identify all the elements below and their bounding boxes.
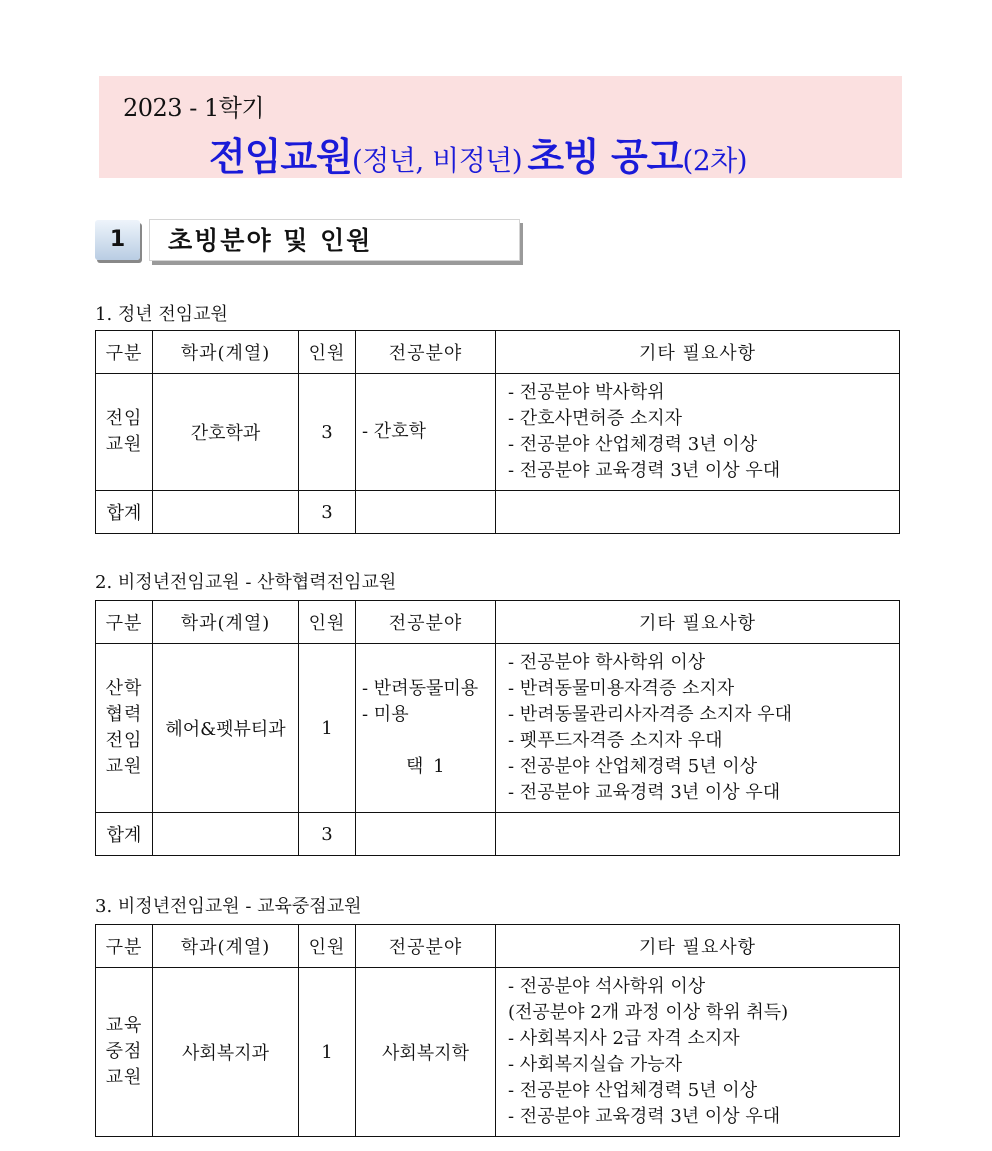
empty-cell [153,813,299,856]
field-line: - 간호학 [362,421,426,442]
requirement-line: - 전공분야 산업체경력 5년 이상 [508,1080,758,1101]
col-category: 구분 [96,601,153,644]
table-row [96,644,900,813]
col-count: 인원 [299,601,356,644]
table-header-row [96,331,900,374]
table-row [96,968,900,1137]
total-value: 3 [299,813,356,856]
table-header-row [96,925,900,968]
category-cell [96,374,153,491]
requirement-line: - 전공분야 석사학위 이상 [508,976,706,997]
table2-heading: 2. 비정년전임교원 - 산학협력전임교원 [95,572,397,593]
col-field: 전공분야 [356,331,496,374]
requirements-cell [496,644,900,813]
category-line: 교육 [105,1015,143,1036]
requirement-line: - 간호사면허증 소지자 [508,408,683,429]
empty-cell [356,813,496,856]
col-field: 전공분야 [356,925,496,968]
category-line: 전임 [105,408,143,429]
department-cell: 헤어&펫뷰티과 [153,644,299,813]
col-field: 전공분야 [356,601,496,644]
category-cell [96,644,153,813]
total-row [96,813,900,856]
category-line: 산학 [105,678,143,699]
category-cell [96,968,153,1137]
empty-cell [496,813,900,856]
col-count: 인원 [299,925,356,968]
requirement-line: - 사회복지사 2급 자격 소지자 [508,1028,740,1049]
col-department: 학과(계열) [153,925,299,968]
category-line: 협력 [105,704,143,725]
table-tenure-faculty [95,330,900,534]
category-line: 교원 [105,756,143,777]
category-line: 전임 [105,730,143,751]
category-line: 교원 [105,434,143,455]
empty-cell [496,491,900,534]
requirement-line: - 전공분야 교육경력 3년 이상 우대 [508,460,781,481]
category-line: 교원 [105,1067,143,1088]
total-label: 합계 [96,813,153,856]
semester-label: 2023 - 1학기 [123,94,265,122]
title-main: 전임교원 [209,135,352,179]
field-line: - 미용 [362,704,409,725]
requirement-line: - 펫푸드자격증 소지자 우대 [508,730,723,751]
empty-cell [153,491,299,534]
col-requirements: 기타 필요사항 [496,925,900,968]
count-cell: 1 [299,968,356,1137]
title-banner [99,76,902,178]
page-title [209,126,747,181]
empty-cell [356,491,496,534]
section-number-badge: 1 [95,220,140,260]
table-industry-faculty [95,600,900,856]
field-cell: 사회복지학 [356,968,496,1137]
table-row [96,374,900,491]
department-cell: 간호학과 [153,374,299,491]
requirement-line: - 전공분야 학사학위 이상 [508,652,706,673]
department-cell: 사회복지과 [153,968,299,1137]
table-header-row [96,601,900,644]
requirement-line: - 전공분야 교육경력 3년 이상 우대 [508,1106,781,1127]
requirement-line: - 전공분야 박사학위 [508,382,665,403]
title-paren: (정년, 비정년) [351,144,523,177]
field-cell [356,644,496,813]
col-department: 학과(계열) [153,331,299,374]
col-category: 구분 [96,925,153,968]
requirement-line: - 전공분야 교육경력 3년 이상 우대 [508,782,781,803]
requirement-line: - 전공분야 산업체경력 3년 이상 [508,434,758,455]
requirement-line: - 전공분야 산업체경력 5년 이상 [508,756,758,777]
col-requirements: 기타 필요사항 [496,331,900,374]
col-category: 구분 [96,331,153,374]
total-row [96,491,900,534]
total-value: 3 [299,491,356,534]
col-requirements: 기타 필요사항 [496,601,900,644]
total-label: 합계 [96,491,153,534]
requirement-line: - 반려동물관리사자격증 소지자 우대 [508,704,793,725]
table1-heading: 1. 정년 전임교원 [95,304,228,325]
title-action: 초빙 공고 [527,135,683,179]
field-cell [356,374,496,491]
col-department: 학과(계열) [153,601,299,644]
requirement-line: - 사회복지실습 가능자 [508,1054,683,1075]
requirement-line: - 반려동물미용자격증 소지자 [508,678,735,699]
category-line: 중점 [105,1041,143,1062]
requirements-cell [496,374,900,491]
field-note: 택 1 [406,756,447,777]
requirements-cell [496,968,900,1137]
col-count: 인원 [299,331,356,374]
table-teaching-faculty [95,924,900,1137]
count-cell: 1 [299,644,356,813]
title-round: (2차) [682,144,748,177]
section-title: 초빙분야 및 인원 [149,219,520,261]
count-cell: 3 [299,374,356,491]
table3-heading: 3. 비정년전임교원 - 교육중점교원 [95,896,362,917]
requirement-line: (전공분야 2개 과정 이상 학위 취득) [508,1002,789,1023]
field-line: - 반려동물미용 [362,678,479,699]
